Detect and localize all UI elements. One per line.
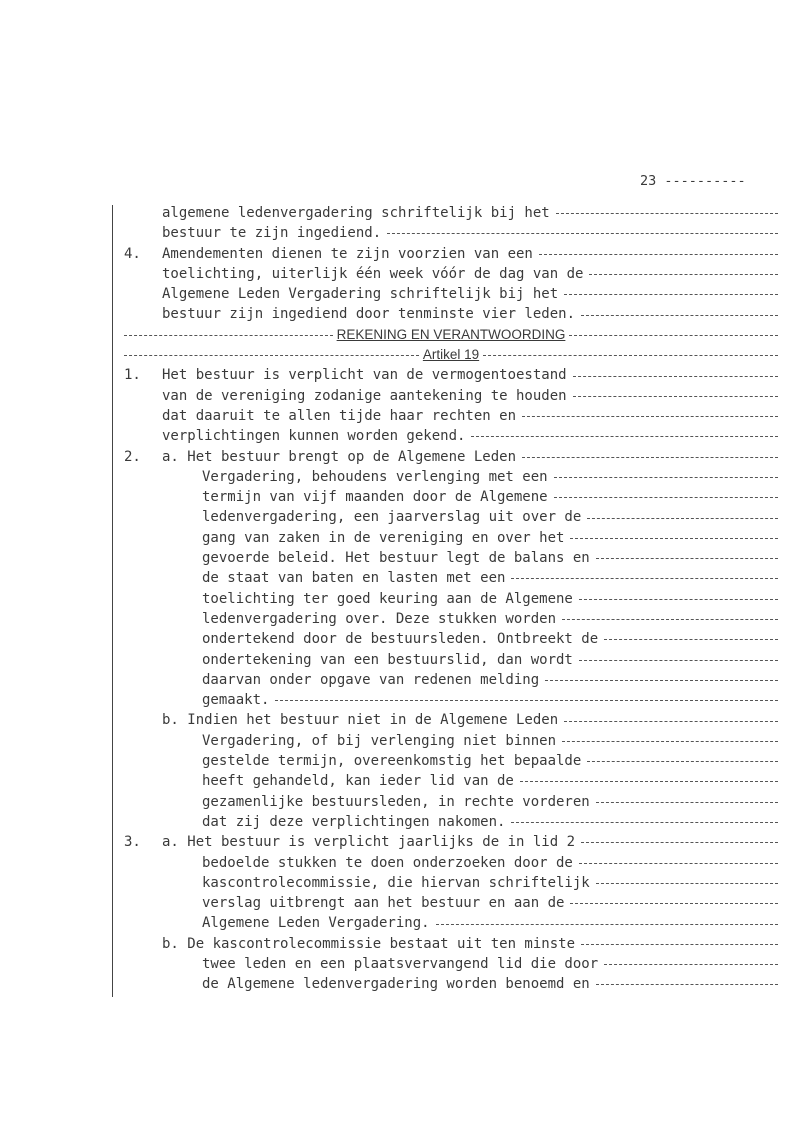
line-text: Vergadering, behoudens verlenging met een [202,468,548,485]
dash-fill [522,457,778,459]
dash-fill [604,964,778,966]
line-container [202,568,778,588]
text-line [0,406,800,426]
line-text: algemene ledenvergadering schriftelijk bij het [162,205,550,221]
dash-fill [596,883,778,885]
line-text: Het bestuur is verplicht van de vermogentoestand [162,367,567,384]
section-heading-line [0,325,800,345]
line-container [162,365,778,385]
dash-fill [570,538,778,540]
dash-fill [471,436,778,438]
text-line [0,487,800,507]
line-container [202,893,778,913]
line-container [202,954,778,974]
text-line [0,386,800,406]
text-line [0,223,800,243]
line-text: a. Het bestuur brengt op de Algemene Leden [162,448,517,465]
line-container [202,629,778,649]
page-number: 23 [640,173,657,189]
dash-fill [587,518,778,520]
text-line [0,467,800,487]
text-line [0,690,800,710]
line-container [162,406,778,426]
dash-fill [275,700,778,702]
line-container [202,589,778,609]
line-text: dat zij deze verplichtingen nakomen. [202,813,506,830]
line-container [162,386,778,406]
line-container [162,223,778,243]
text-line [0,629,800,649]
line-container [202,609,778,629]
line-container [162,264,778,284]
text-line [0,264,800,284]
text-line [0,954,800,974]
line-text: heeft gehandeld, kan ieder lid van de [202,773,514,790]
line-container [202,548,778,568]
line-container [202,670,778,690]
text-line [0,670,800,690]
item-number: 4. [124,245,141,262]
dash-fill [554,477,778,479]
text-line [0,934,800,954]
line-text: de Algemene ledenvergadering worden benoemd en [202,976,590,993]
dash-fill [124,355,419,357]
line-container [162,244,778,264]
line-container [202,650,778,670]
dash-fill [596,558,778,560]
dash-fill [581,944,778,946]
line-text: b. De kascontrolecommissie bestaat uit ten minste [162,935,576,952]
line-text: dat daaruit te allen tijde haar rechten en [162,407,517,424]
text-line [0,568,800,588]
line-container [162,934,778,954]
text-line [0,203,800,223]
dash-fill [556,213,778,215]
text-line [0,873,800,893]
dash-fill [545,680,778,682]
line-container [162,284,778,304]
item-number: 3. [124,834,141,851]
line-container [162,203,778,223]
text-line [0,650,800,670]
line-text: b. Indien het bestuur niet in de Algemene Leden [162,712,559,729]
line-container [202,771,778,791]
line-container [202,792,778,812]
dash-fill [436,924,778,926]
line-text: bedoelde stukken te doen onderzoeken door de [202,854,573,871]
dash-fill [562,741,778,743]
line-text: toelichting ter goed keuring aan de Algemene [202,590,573,607]
text-line [0,853,800,873]
line-container [202,690,778,710]
dash-fill [124,335,333,337]
line-container [202,812,778,832]
dash-fill [596,802,778,804]
dash-fill [387,233,778,235]
line-container [202,487,778,507]
text-line [0,447,800,467]
line-text: Amendementen dienen te zijn voorzien van een [162,245,533,262]
line-text: twee leden en een plaatsvervangend lid die door [202,955,599,972]
line-container [202,731,778,751]
line-text: verplichtingen kunnen worden gekend. [162,428,466,445]
text-line [0,893,800,913]
line-text: bestuur te zijn ingediend. [162,225,382,242]
text-line [0,304,800,324]
line-text: gang van zaken in de vereniging en over het [202,529,565,546]
line-container [162,710,778,730]
line-container [202,528,778,548]
document-body [0,203,800,995]
line-text: gevoerde beleid. Het bestuur legt de balans en [202,550,590,567]
line-text: de staat van baten en lasten met een [202,570,506,587]
line-text: bestuur zijn ingediend door tenminste vier leden. [162,306,576,323]
line-text: Algemene Leden Vergadering. [202,915,430,932]
dash-fill [570,903,778,905]
line-text: van de vereniging zodanige aantekening te houden [162,387,567,404]
dash-fill [573,396,778,398]
line-text: ondertekend door de bestuursleden. Ontbreekt de [202,631,599,648]
text-line [0,548,800,568]
text-line [0,710,800,730]
item-number: 2. [124,448,141,465]
text-line [0,832,800,852]
line-container [162,426,778,446]
line-text: toelichting, uiterlijk één week vóór de dag van de [162,265,584,282]
dash-fill [604,639,778,641]
line-container [202,853,778,873]
text-line [0,792,800,812]
text-line [0,974,800,994]
line-container [202,751,778,771]
dash-fill [581,315,778,317]
line-container [162,304,778,324]
text-line [0,812,800,832]
line-text: ledenvergadering, een jaarverslag uit over de [202,509,582,526]
dash-fill [522,416,778,418]
dash-fill [579,660,778,662]
dash-fill [562,619,778,621]
line-container [202,974,778,994]
text-line [0,244,800,264]
line-container [202,467,778,487]
line-text: Algemene Leden Vergadering schriftelijk bij het [162,286,559,303]
text-line [0,284,800,304]
section-heading: Artikel 19 [422,347,480,363]
line-text: ledenvergadering over. Deze stukken worden [202,610,557,627]
text-line [0,913,800,933]
heading-container [124,345,778,365]
page-number-dashes: ---------- [664,173,746,189]
line-container [162,832,778,852]
dash-fill [569,335,778,337]
section-heading: REKENING EN VERANTWOORDING [336,326,566,342]
text-line [0,365,800,385]
line-text: Vergadering, of bij verlenging niet binnen [202,732,557,749]
dash-fill [596,984,778,986]
line-text: gestelde termijn, overeenkomstig het bepaalde [202,753,582,770]
page-number-line [640,173,746,189]
dash-fill [483,355,778,357]
line-text: a. Het bestuur is verplicht jaarlijks de in lid 2 [162,834,576,851]
dash-fill [579,863,778,865]
dash-fill [564,294,778,296]
dash-fill [554,497,778,499]
line-text: kascontrolecommissie, die hiervan schriftelijk [202,874,590,891]
text-line [0,507,800,527]
line-text: verslag uitbrengt aan het bestuur en aan de [202,895,565,912]
text-line [0,589,800,609]
line-text: termijn van vijf maanden door de Algemene [202,489,548,506]
section-heading-line [0,345,800,365]
line-text: gemaakt. [202,692,270,709]
dash-fill [539,254,778,256]
line-container [202,873,778,893]
dash-fill [520,781,778,783]
line-text: gezamenlijke bestuursleden, in rechte vorderen [202,793,590,810]
dash-fill [589,274,778,276]
dash-fill [511,822,778,824]
line-text: ondertekening van een bestuurslid, dan wordt [202,651,573,668]
text-line [0,609,800,629]
text-line [0,751,800,771]
line-container [202,507,778,527]
text-line [0,426,800,446]
line-container [202,913,778,933]
heading-container [124,325,778,345]
dash-fill [573,376,778,378]
text-line [0,771,800,791]
item-number: 1. [124,367,141,384]
text-line [0,528,800,548]
line-text: daarvan onder opgave van redenen melding [202,671,540,688]
dash-fill [564,721,778,723]
dash-fill [587,761,778,763]
line-container [162,447,778,467]
dash-fill [511,578,778,580]
dash-fill [579,599,778,601]
text-line [0,731,800,751]
dash-fill [581,842,778,844]
